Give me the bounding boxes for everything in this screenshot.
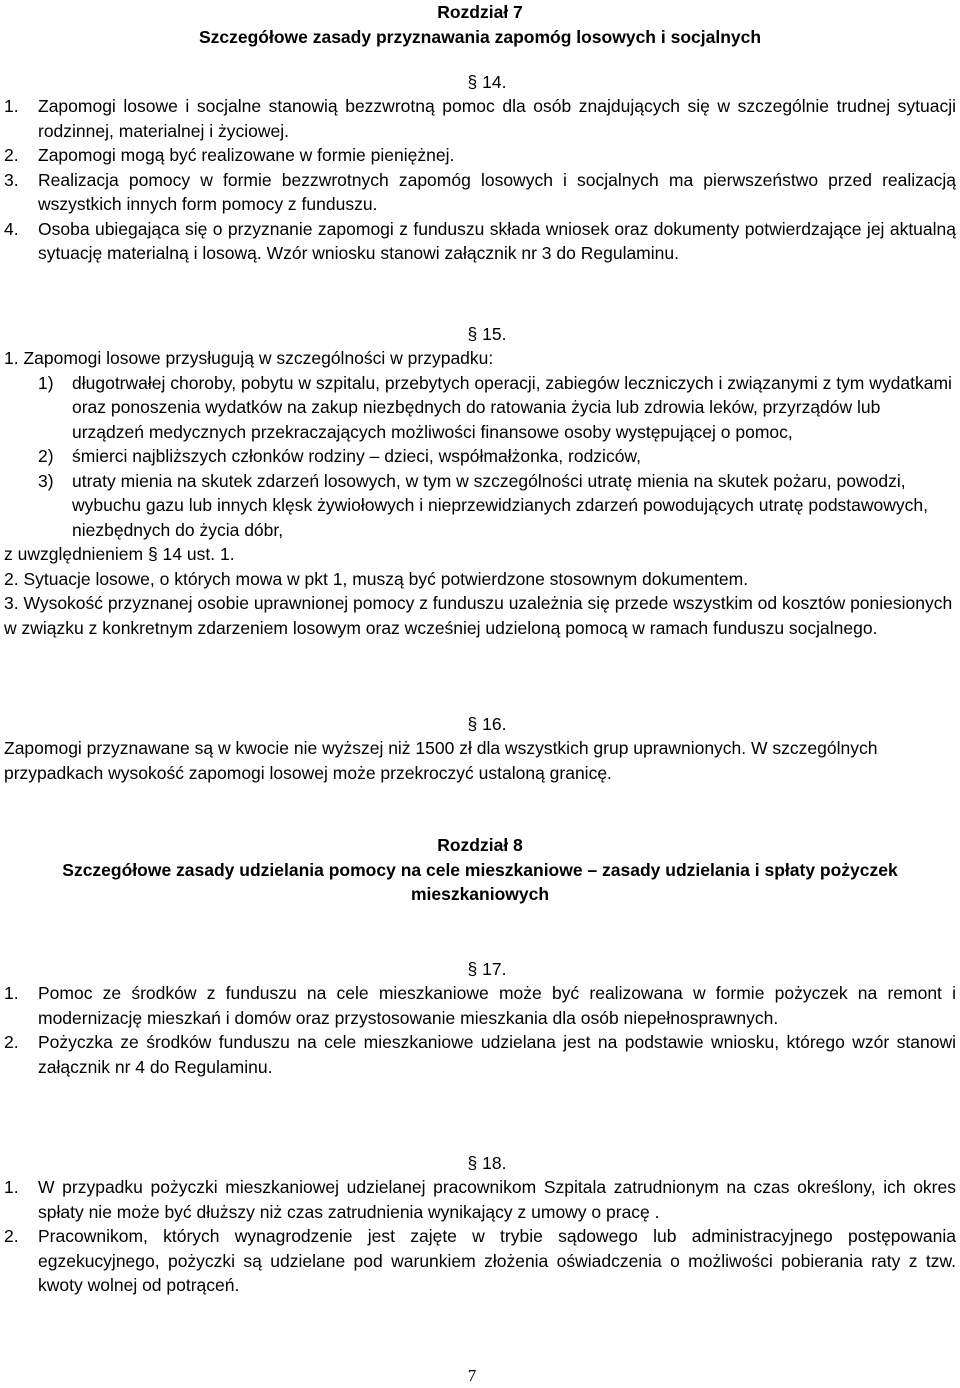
list-item [4, 94, 956, 143]
item-text: Pożyczka ze środków funduszu na cele mieszkaniowe udzielana jest na podstawie wniosku, którego wzór stanowi załącznik nr 4 do Regulaminu. [38, 1032, 956, 1077]
paragraph-18-items [4, 1175, 956, 1298]
chapter-7-heading [0, 0, 960, 49]
list-item [4, 444, 956, 469]
list-item [4, 469, 956, 543]
paragraph-16-number: § 16. [467, 714, 507, 734]
item-number: 1. [4, 96, 19, 116]
chapter-7-subtitle: Szczegółowe zasady przyznawania zapomóg losowych i socjalnych [198, 26, 762, 47]
chapter-7-title: Rozdział 7 [437, 2, 523, 22]
paragraph-14-number: § 14. [467, 72, 507, 92]
item-number: 1. [4, 1177, 19, 1197]
paragraph-15-closing: z uwzględnieniem § 14 ust. 1. [4, 544, 235, 564]
item-number: 3) [38, 470, 54, 491]
item-text: śmierci najbliższych członków rodziny – dzieci, współmałżonka, rodziców, [72, 446, 641, 466]
item-number: 1. [4, 983, 19, 1003]
paragraph-15-item-3: 3. Wysokość przyznanej osobie uprawnionej pomocy z funduszu uzależnia się przede wszystkim od kosztów poniesionych w związku z konkretnym zdarzeniem losowym oraz wcześniej udzieloną pomocą w ramach funduszu socjalnego. [4, 593, 953, 638]
item-text: W przypadku pożyczki mieszkaniowej udzielanej pracownikom Szpitala zatrudnionym na czas określony, ich okres spłaty nie może być dłuższy niż czas zatrudnienia wynikający z umowy o pracę . [38, 1177, 956, 1222]
list-item [4, 217, 956, 266]
list-item [4, 1175, 956, 1224]
item-number: 3. [4, 169, 19, 190]
chapter-8-heading [10, 833, 950, 907]
item-number: 2. [4, 1032, 19, 1052]
list-item [4, 168, 956, 217]
item-text: utraty mienia na skutek zdarzeń losowych, w tym w szczególności utratę mienia na skutek pożaru, powodzi, wybuchu gazu lub innych klęsk żywiołowych i nieprzewidzianych zdarzeń powodujących utratę podstawowych, niezbędnych do życia dóbr, [72, 470, 928, 540]
paragraph-15-body [4, 346, 956, 640]
paragraph-17-items [4, 981, 956, 1079]
paragraph-16-text: Zapomogi przyznawane są w kwocie nie wyższej niż 1500 zł dla wszystkich grup uprawnionych. W szczególnych przypadkach wysokość zapomogi losowej może przekroczyć ustaloną granicę. [4, 738, 878, 783]
item-number: 1) [38, 372, 54, 393]
list-item [4, 1224, 956, 1298]
item-number: 2) [38, 446, 54, 466]
list-item [4, 1030, 956, 1079]
chapter-8-subtitle: Szczegółowe zasady udzielania pomocy na cele mieszkaniowe – zasady udzielania i spłaty pożyczek mieszkaniowych [62, 859, 898, 904]
item-number: 2. [4, 145, 19, 165]
item-text: Realizacja pomocy w formie bezzwrotnych zapomóg losowych i socjalnych ma pierwszeństwo przed realizacją wszystkich innych form pomocy z funduszu. [38, 169, 956, 214]
paragraph-14-items [4, 94, 956, 266]
item-text: Pomoc ze środków z funduszu na cele mieszkaniowe może być realizowana w formie pożyczek na remont i modernizację mieszkań i domów oraz przystosowanie mieszkania dla osób niepełnosprawnych. [38, 983, 956, 1028]
page-number: 7 [467, 1366, 477, 1385]
item-text: Pracownikom, których wynagrodzenie jest zajęte w trybie sądowego lub administracyjnego postępowania egzekucyjnego, pożyczki są udzielane pod warunkiem złożenia oświadczenia o możliwości pobierania raty z tzw. kwoty wolnej od potrąceń. [38, 1226, 956, 1295]
item-number: 4. [4, 218, 19, 239]
item-text: długotrwałej choroby, pobytu w szpitalu, przebytych operacji, zabiegów leczniczych i związanymi z tym wydatkami oraz ponoszenia wydatków na zakup niezbędnych do ratowania życia lub zdrowia leków, przyrządów lub urządzeń medycznych przekraczających możliwości finansowe osoby występującej o pomoc, [72, 372, 952, 442]
list-item [4, 981, 956, 1030]
paragraph-17-number: § 17. [467, 959, 507, 979]
item-text: Osoba ubiegająca się o przyznanie zapomogi z funduszu składa wniosek oraz dokumenty potwierdzające jej aktualną sytuację materialną i losową. Wzór wniosku stanowi załącznik nr 3 do Regulaminu. [38, 218, 956, 263]
item-text: Zapomogi mogą być realizowane w formie pieniężnej. [38, 145, 455, 165]
chapter-8-title: Rozdział 8 [437, 835, 523, 855]
paragraph-18-number: § 18. [467, 1153, 507, 1173]
paragraph-15-number: § 15. [467, 324, 507, 344]
item-text: Zapomogi losowe i socjalne stanowią bezzwrotną pomoc dla osób znajdujących się w szczególnie trudnej sytuacji rodzinnej, materialnej i życiowej. [38, 96, 956, 141]
list-item [4, 143, 956, 168]
paragraph-15-intro: 1. Zapomogi losowe przysługują w szczególności w przypadku: [4, 348, 494, 368]
paragraph-15-item-2: 2. Sytuacje losowe, o których mowa w pkt 1, muszą być potwierdzone stosownym dokumentem. [4, 568, 749, 589]
list-item [4, 371, 956, 445]
item-number: 2. [4, 1226, 19, 1246]
